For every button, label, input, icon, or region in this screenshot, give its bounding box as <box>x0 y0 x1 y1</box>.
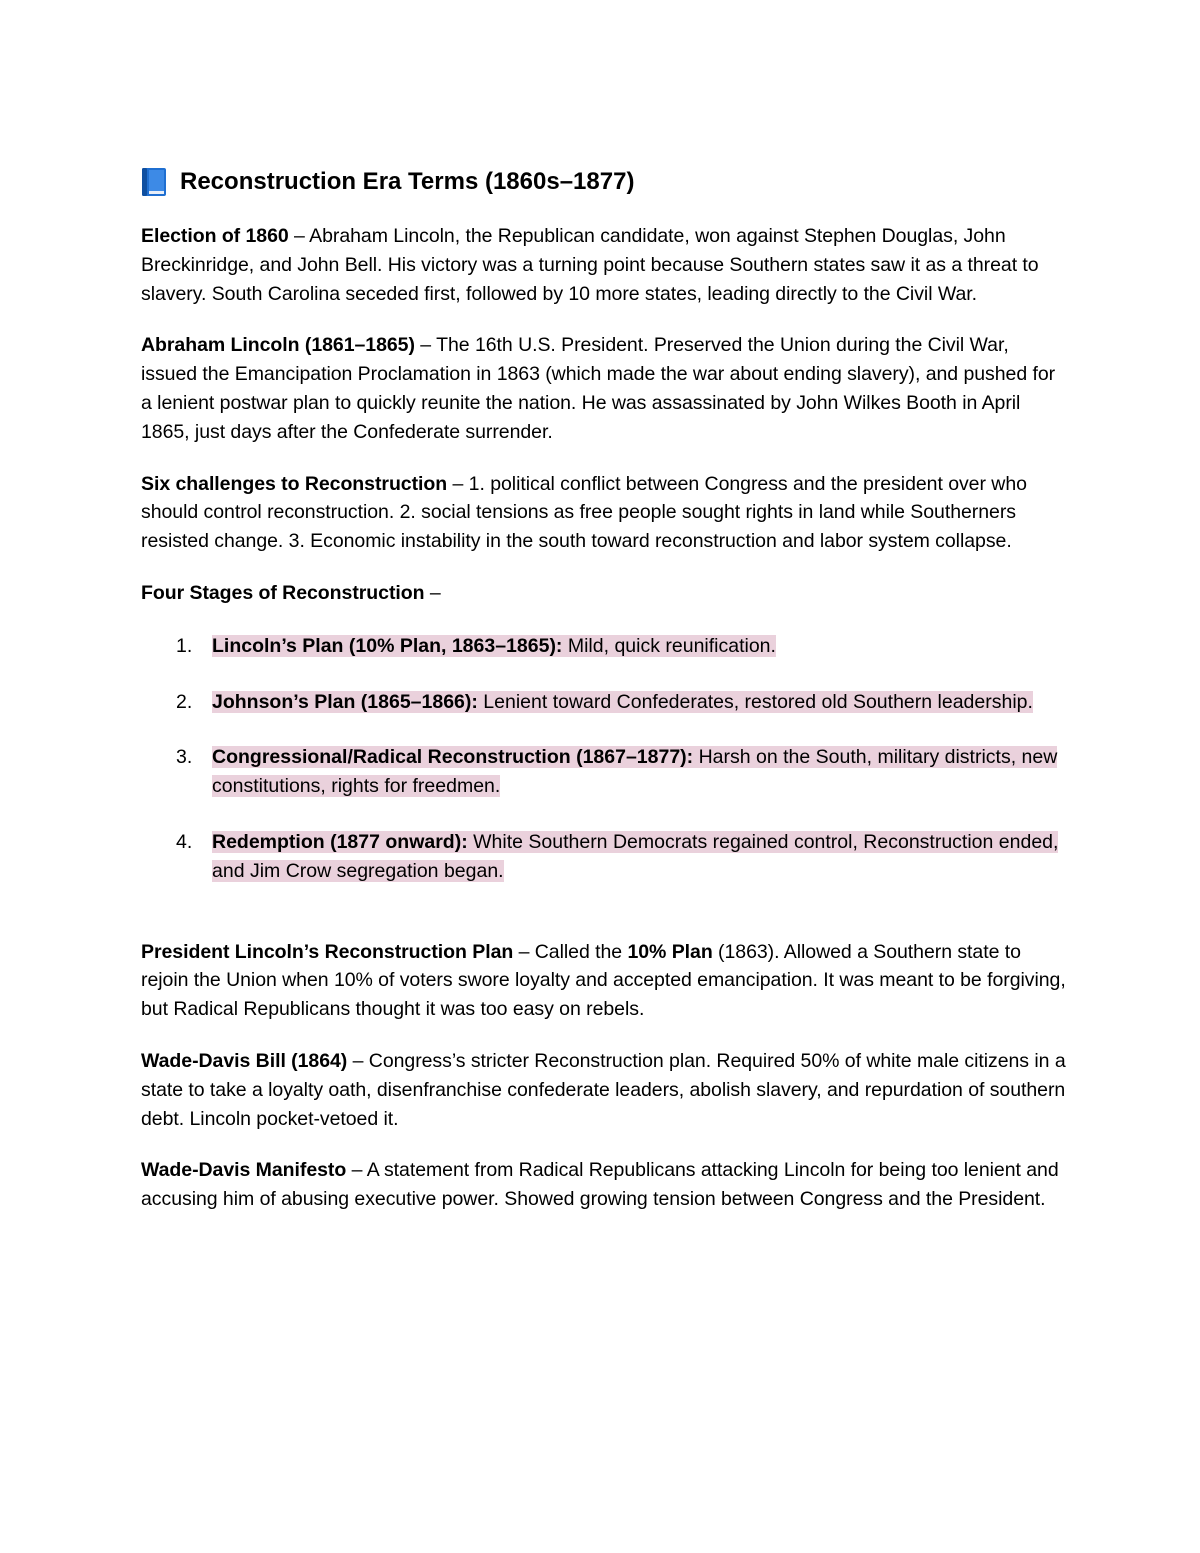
term-separator: – <box>288 225 310 247</box>
highlighted-text <box>212 831 1058 882</box>
entry-election-1860 <box>141 222 1066 308</box>
term-label: Election of 1860 <box>141 225 289 247</box>
entry-four-stages <box>141 579 1066 608</box>
term-bold-phrase: 10% Plan <box>627 940 713 963</box>
term-label: Six challenges to Reconstruction <box>141 472 448 495</box>
term-definition-end: (1863). Allowed a Southern state to rejoin the Union when 10% of voters swore loyalty and accepted emancipation. It was meant to be forgiving, but Radical Republicans thought it was too easy on rebels. <box>141 940 1066 1021</box>
highlighted-text <box>212 746 1057 797</box>
list-item <box>141 743 1066 801</box>
term-separator: – <box>424 581 441 604</box>
entry-lincoln-reconstruction-plan <box>141 938 1066 1024</box>
list-item-number: 1. <box>176 634 193 657</box>
term-definition: Abraham Lincoln, the Republican candidate, won against Stephen Douglas, John Breckinridge, and John Bell. His victory was a turning point because Southern states saw it as a threat to slavery. South Carolina seceded first, followed by 10 more states, leading directly to the Civil War. <box>141 225 1039 305</box>
stages-list <box>141 632 1066 886</box>
entry-six-challenges <box>141 470 1066 556</box>
list-item-number: 3. <box>176 746 193 769</box>
term-definition-start: Called the <box>534 940 628 963</box>
term-definition: 1. political conflict between Congress and the president over who should control reconstruction. 2. social tensions as free people sought rights in land while Southerners resisted change. 3. Economic instability in the south toward reconstruction and labor system collapse. <box>141 472 1027 553</box>
list-item <box>141 828 1066 886</box>
list-item <box>141 688 1066 717</box>
entry-wade-davis-bill <box>141 1047 1066 1133</box>
stage-description: Lenient toward Confederates, restored old Southern leadership. <box>477 690 1033 713</box>
term-separator: – <box>414 334 437 357</box>
term-label: Wade-Davis Manifesto <box>141 1159 347 1182</box>
stage-description: White Southern Democrats regained control, Reconstruction ended, and Jim Crow segregation began. <box>212 830 1059 882</box>
term-separator: – <box>346 1159 367 1182</box>
stage-label: Congressional/Radical Reconstruction (1867–1877): <box>212 746 694 769</box>
stage-label: Redemption (1877 onward): <box>212 830 468 853</box>
stage-label: Lincoln’s Plan (10% Plan, 1863–1865): <box>212 634 563 657</box>
stage-description: Harsh on the South, military districts, new constitutions, rights for freedmen. <box>212 746 1058 798</box>
list-item-number: 2. <box>176 690 193 713</box>
blue-book-icon <box>141 167 167 197</box>
term-label: Wade-Davis Bill (1864) <box>141 1049 348 1072</box>
term-label: Abraham Lincoln (1861–1865) <box>141 334 415 357</box>
highlighted-text <box>212 635 776 657</box>
list-item <box>141 632 1066 661</box>
stage-label: Johnson’s Plan (1865–1866): <box>212 690 478 713</box>
entry-wade-davis-manifesto <box>141 1156 1066 1214</box>
document-page <box>141 164 1066 1237</box>
term-separator: – <box>347 1049 369 1072</box>
term-separator: – <box>513 940 535 963</box>
term-label: Four Stages of Reconstruction <box>141 581 425 604</box>
entry-abraham-lincoln <box>141 331 1066 446</box>
document-title <box>141 164 1066 200</box>
term-definition: The 16th U.S. President. Preserved the Union during the Civil War, issued the Emancipation Proclamation in 1863 (which made the war about ending slavery), and pushed for a lenient postwar plan to quickly reunite the nation. He was assassinated by John Wilkes Booth in April 1865, just days after the Confederate surrender. <box>141 334 1056 443</box>
list-item-number: 4. <box>176 830 193 853</box>
document-title-text: Reconstruction Era Terms (1860s–1877) <box>180 168 635 195</box>
term-label: President Lincoln’s Reconstruction Plan <box>141 940 514 963</box>
stage-description: Mild, quick reunification. <box>562 634 776 657</box>
term-definition: A statement from Radical Republicans attacking Lincoln for being too lenient and accusing him of abusing executive power. Showed growing tension between Congress and the President. <box>141 1159 1059 1211</box>
term-definition: Congress’s stricter Reconstruction plan. Required 50% of white male citizens in a state to take a loyalty oath, disenfranchise confederate leaders, abolish slavery, and repurdation of southern debt. Lincoln pocket-vetoed it. <box>141 1049 1066 1130</box>
term-separator: – <box>447 472 469 495</box>
highlighted-text <box>212 691 1033 713</box>
